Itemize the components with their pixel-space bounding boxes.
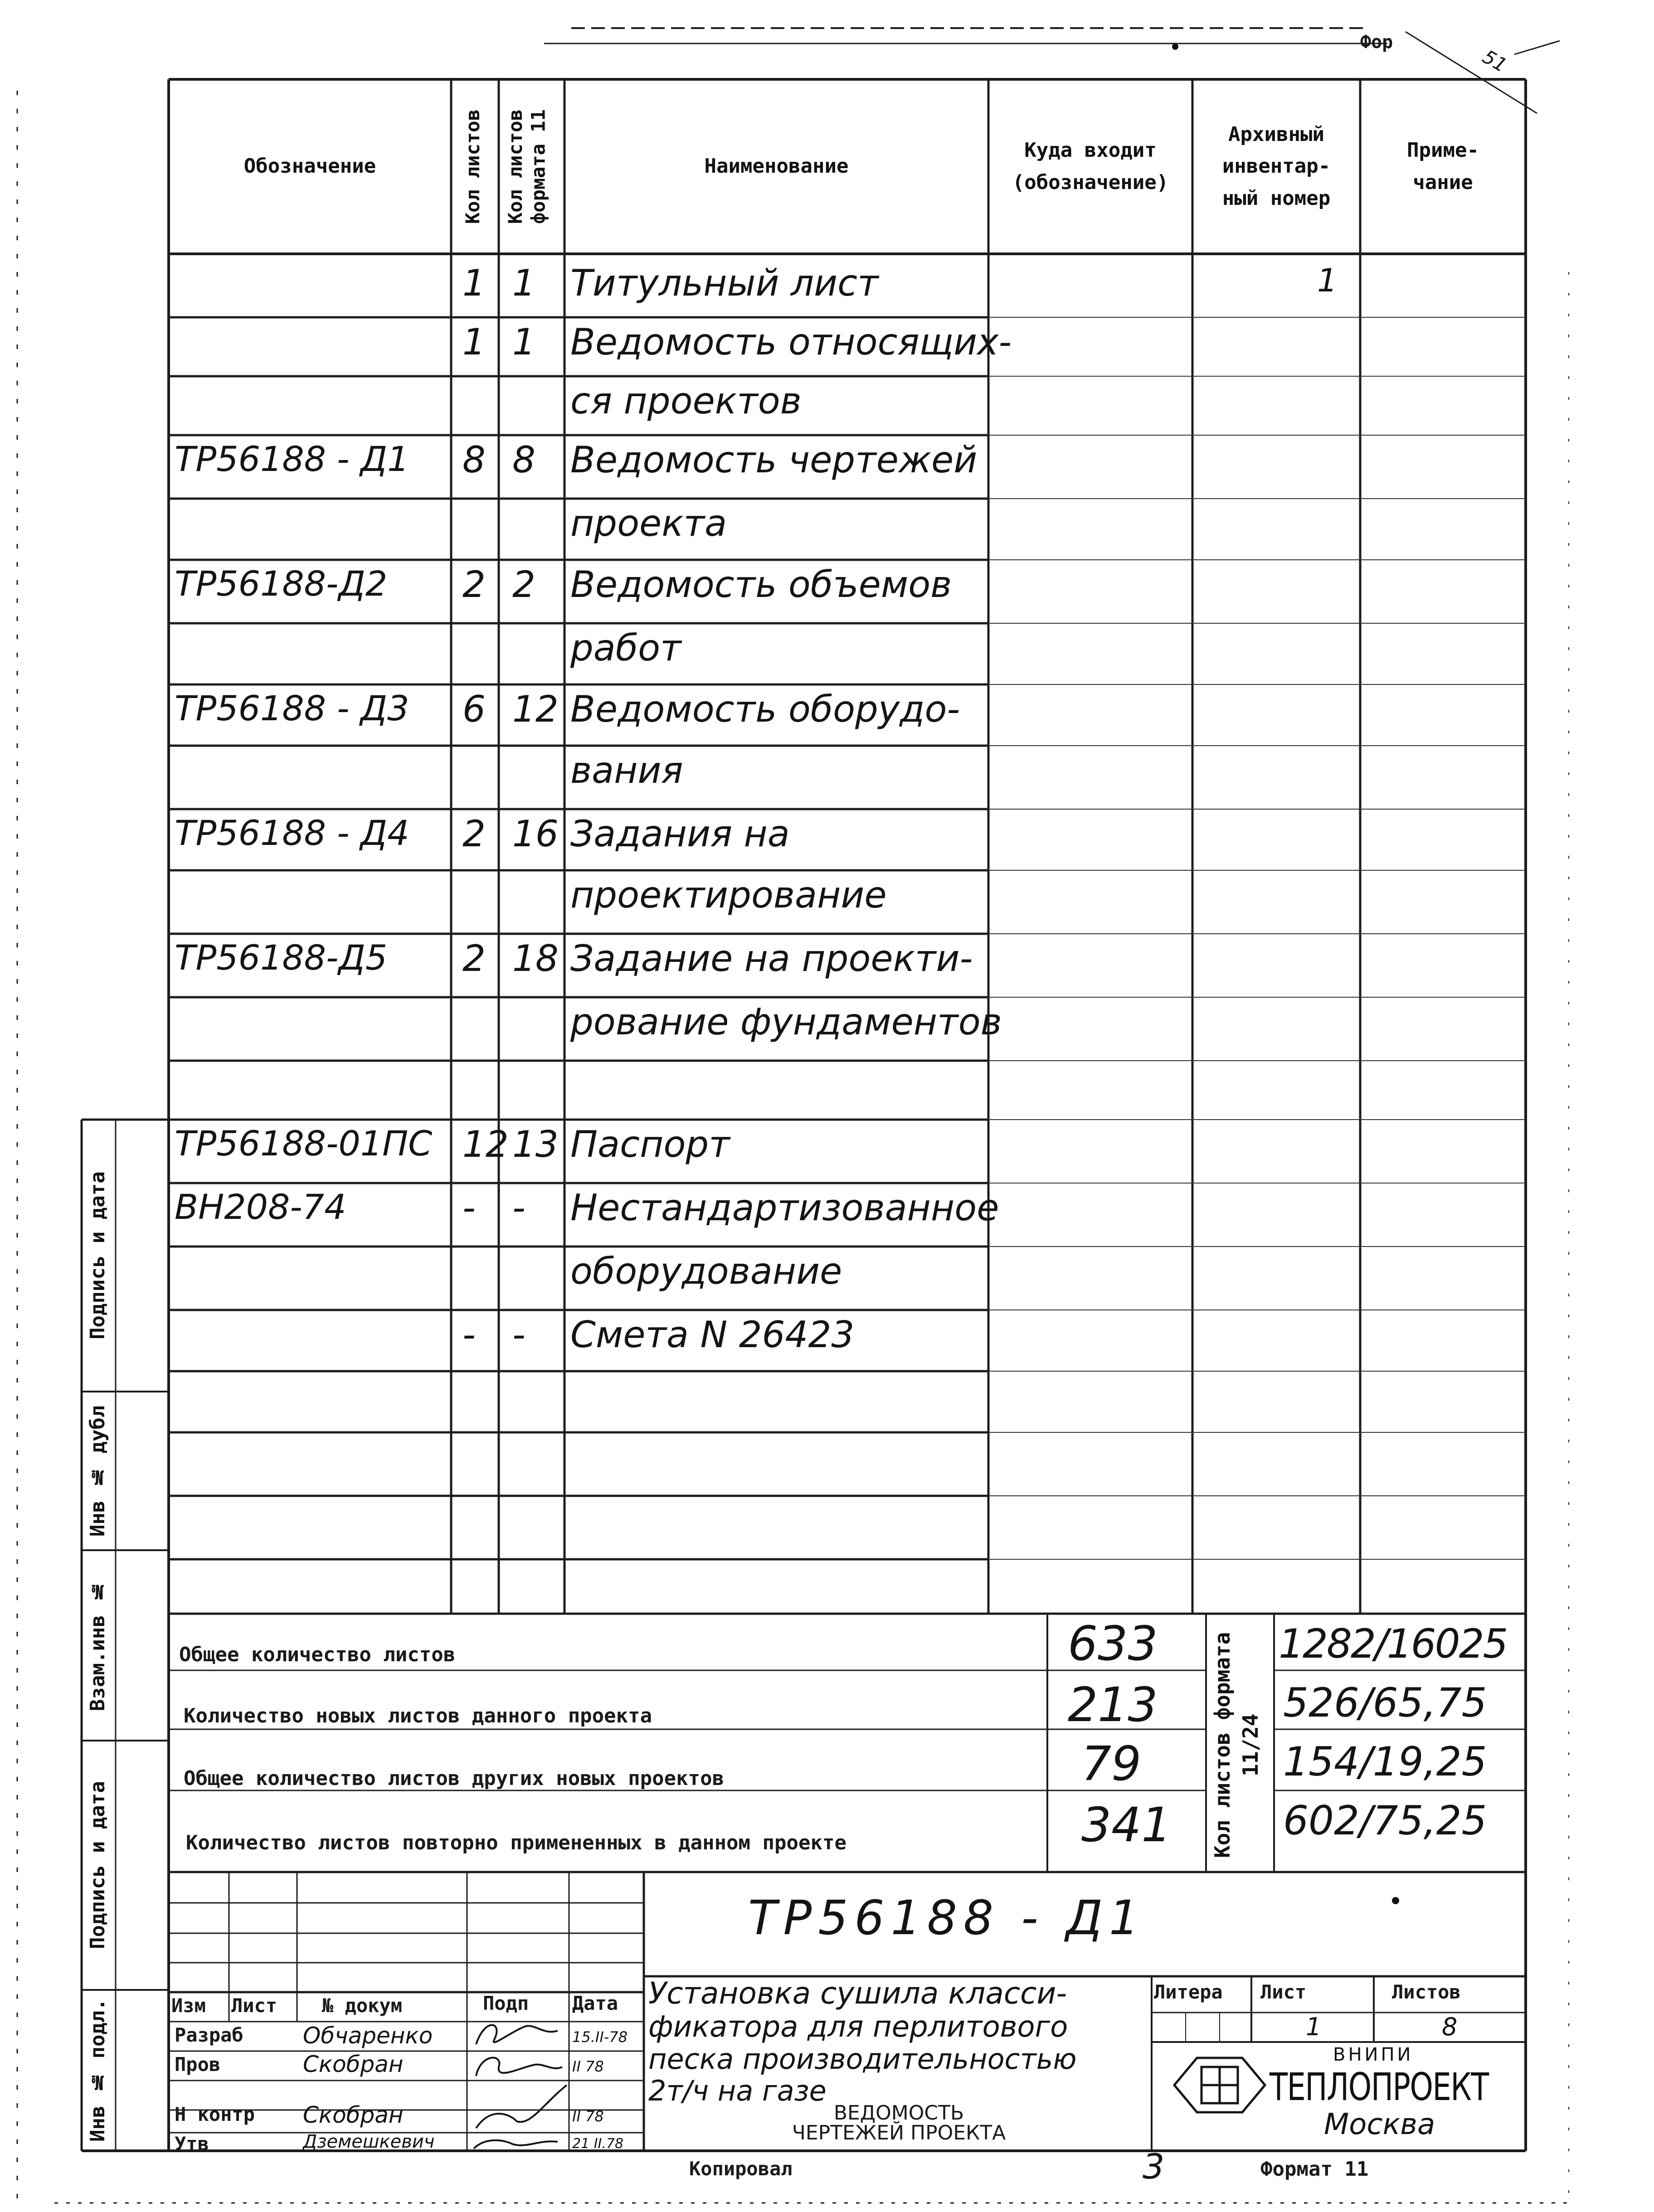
date-razrab: 15.II-78 <box>572 2028 628 2046</box>
document-title-line2: ЧЕРТЕЖЕЙ ПРОЕКТА <box>792 2121 1006 2144</box>
header-archive-line2: инвентар- <box>1222 155 1331 178</box>
row-name: оборудование <box>570 1250 842 1292</box>
header-where-used-line1: Куда входит <box>1024 139 1157 162</box>
total-fmt-value-1: 526/65,75 <box>1283 1679 1487 1726</box>
side-sign-date-bottom: Подпись и дата <box>86 1781 109 1950</box>
person-utv: Дземешкевич <box>303 2131 435 2152</box>
row-name: рование фундаментов <box>570 1001 1002 1043</box>
description-line1: Установка сушила класси- <box>648 1976 1067 2011</box>
row-name: Задания на <box>570 813 790 855</box>
col-date: Дата <box>572 1992 618 2014</box>
row-sheets-format11: 13 <box>512 1123 559 1165</box>
row-sheets-count: 2 <box>462 813 486 855</box>
row-name: Ведомость объемов <box>570 563 952 606</box>
header-note-line1: Приме- <box>1407 139 1479 162</box>
description-line2: фикатора для перлитового <box>648 2010 1068 2044</box>
org-name: ТЕПЛОПРОЕКТ <box>1270 2065 1489 2109</box>
litera-label: Литера <box>1154 1981 1223 2003</box>
header-sheets-format11: Кол листов формата 11 <box>504 109 550 224</box>
total-label-2: Общее количество листов других новых проектов <box>184 1767 725 1790</box>
row-sheets-format11: - <box>512 1187 525 1229</box>
role-utv: Утв <box>175 2133 209 2155</box>
header-note <box>1360 79 1526 254</box>
sheets-value: 8 <box>1442 2013 1458 2041</box>
total-value-3: 341 <box>1081 1797 1172 1853</box>
side-inv-podl: Инв № подл. <box>86 1999 109 2142</box>
col-docnum: № докум <box>322 1994 403 2017</box>
header-archive-line1: Архивный <box>1228 122 1324 146</box>
row-sheets-count: 2 <box>462 563 486 606</box>
row-sheets-format11: 1 <box>512 321 535 363</box>
total-fmt-value-2: 154/19,25 <box>1283 1738 1487 1785</box>
total-label-0: Общее количество листов <box>179 1643 456 1666</box>
row-designation: ТР56188 - Д3 <box>175 688 409 728</box>
row-sheets-format11: 8 <box>512 439 535 481</box>
row-sheets-count: - <box>462 1314 476 1356</box>
header-name: Наименование <box>704 155 849 178</box>
header-where-used <box>988 79 1192 254</box>
row-name: Титульный лист <box>570 262 879 304</box>
header-archive <box>1192 79 1360 254</box>
row-sheets-count: 12 <box>462 1123 509 1165</box>
row-name: Ведомость чертежей <box>570 439 978 481</box>
row-designation: ТР56188 - Д4 <box>175 813 409 853</box>
sheet-value: 1 <box>1306 2013 1322 2041</box>
footer-copied: Копировал <box>689 2158 793 2180</box>
person-n-kontr: Скобран <box>303 2102 404 2128</box>
row-sheets-count: 1 <box>462 321 486 363</box>
sheets-label: Листов <box>1392 1981 1461 2003</box>
row-name: вания <box>570 749 683 791</box>
row-sheets-count: 6 <box>462 688 486 730</box>
side-inv-dubl: Инв № дубл <box>86 1405 109 1537</box>
total-label-3: Количество листов повторно примененных в данном проекте <box>186 1831 846 1854</box>
dot-mark <box>1172 44 1178 50</box>
header-designation: Обозначение <box>243 155 376 178</box>
sheet-label: Лист <box>1260 1981 1307 2003</box>
description-line4: 2т/ч на газе <box>648 2074 827 2107</box>
row-name: Ведомость относящих- <box>570 321 1012 363</box>
row-sheets-count: 2 <box>462 937 486 980</box>
date-n-kontr: II 78 <box>572 2108 604 2125</box>
header-archive-line3: ный номер <box>1222 186 1331 210</box>
row-name: Задание на проекти- <box>570 937 973 980</box>
side-vzam-inv: Взам.инв № <box>86 1580 109 1711</box>
col-list: Лист <box>231 1994 277 2017</box>
footer-page-mark: 3 <box>1143 2146 1165 2187</box>
document-code: ТР56188 - Д1 <box>748 1890 1146 1945</box>
row-sheets-format11: 2 <box>512 563 535 606</box>
date-utv: 21 II.78 <box>572 2136 624 2152</box>
side-sign-date-top: Подпись и дата <box>86 1171 109 1340</box>
role-prov: Пров <box>175 2053 221 2076</box>
row-name: ся проектов <box>570 380 802 422</box>
row-designation: ТР56188-Д5 <box>175 937 388 978</box>
row-sheets-count: 1 <box>462 262 486 304</box>
total-label-1: Количество новых листов данного проекта <box>184 1704 652 1727</box>
row-name: проекта <box>570 502 727 544</box>
person-prov: Скобран <box>303 2051 404 2077</box>
row-sheets-format11: 18 <box>512 937 559 980</box>
row-name: Ведомость оборудо- <box>570 688 960 730</box>
row-designation: ТР56188-Д2 <box>175 563 388 604</box>
header-where-used-line2: (обозначение) <box>1012 170 1169 194</box>
row-name: проектирование <box>570 874 887 916</box>
document-title <box>648 2103 1149 2143</box>
row-sheets-format11: 1 <box>512 262 535 304</box>
row-archive-number: 1 <box>1317 262 1338 299</box>
row-name: Нестандартизованное <box>570 1187 999 1229</box>
document-title-line1: ВЕДОМОСТЬ <box>833 2101 964 2125</box>
total-value-0: 633 <box>1068 1616 1158 1671</box>
row-designation: ВН208-74 <box>175 1187 346 1227</box>
org-small: ВНИПИ <box>1333 2044 1414 2065</box>
row-sheets-count: 8 <box>462 439 486 481</box>
total-value-1: 213 <box>1068 1677 1158 1732</box>
header-sheets-count: Кол листов <box>462 109 484 224</box>
role-n-kontr: Н контр <box>175 2103 255 2125</box>
description-line3: песка производительностью <box>648 2042 1077 2076</box>
row-name: работ <box>570 627 681 669</box>
role-razrab: Разраб <box>175 2024 243 2046</box>
col-izm: Изм <box>171 1994 206 2017</box>
person-razrab: Обчаренко <box>303 2023 433 2049</box>
total-fmt-value-3: 602/75,25 <box>1283 1797 1487 1844</box>
row-designation: ТР56188-01ПС <box>175 1123 433 1164</box>
row-name: Смета N 26423 <box>570 1314 855 1356</box>
row-sheets-format11: - <box>512 1314 525 1356</box>
col-sign: Подп <box>483 1992 529 2014</box>
format-corner-label: Фор <box>1360 32 1393 53</box>
header-note-line2: чание <box>1413 170 1473 194</box>
corner-number: 51 <box>1479 45 1511 77</box>
row-designation: ТР56188 - Д1 <box>175 439 409 479</box>
dot-mark <box>1392 1897 1399 1904</box>
row-sheets-format11: 12 <box>512 688 559 730</box>
total-value-2: 79 <box>1081 1736 1142 1791</box>
row-name: Паспорт <box>570 1123 730 1165</box>
total-fmt-value-0: 1282/16025 <box>1279 1620 1507 1667</box>
totals-format-side-label: Кол листов формата 11/24 <box>1210 1632 1263 1858</box>
footer-format: Формат 11 <box>1260 2158 1369 2181</box>
date-prov: II 78 <box>572 2058 604 2075</box>
row-sheets-count: - <box>462 1187 476 1229</box>
row-sheets-format11: 16 <box>512 813 559 855</box>
org-city: Москва <box>1324 2108 1435 2141</box>
